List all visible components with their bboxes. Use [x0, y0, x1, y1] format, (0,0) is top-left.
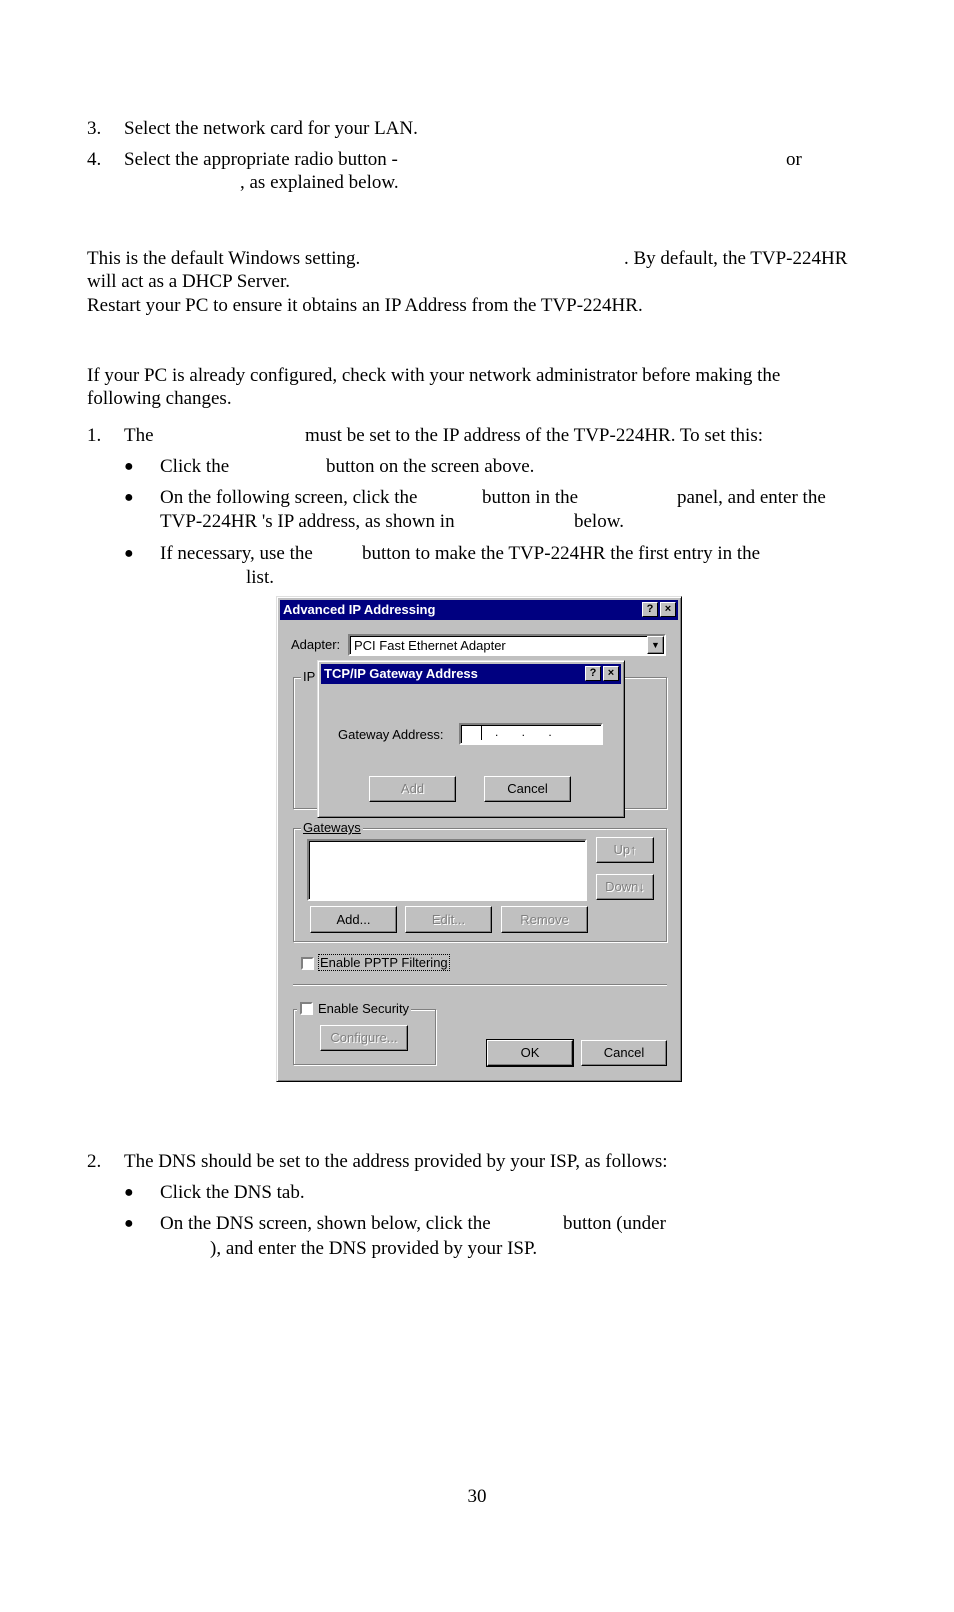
ip-group-label: IP	[303, 669, 316, 684]
text-cursor	[481, 726, 482, 740]
pptp-label[interactable]: Enable PPTP Filtering	[320, 955, 448, 970]
up-button[interactable]: Up↑	[596, 837, 654, 863]
step-3-text: Select the network card for your LAN.	[124, 118, 418, 139]
down-button[interactable]: Down↓	[596, 874, 654, 900]
subdialog-cancel-button[interactable]: Cancel	[484, 776, 571, 802]
step-1-bullet-1-b: button on the screen above.	[326, 456, 535, 477]
gateways-label: Gateways	[303, 820, 361, 835]
bullet-dot: ●	[124, 489, 134, 506]
ok-button[interactable]: OK	[487, 1040, 573, 1066]
step-2-bullet-2-b: button (under	[563, 1213, 666, 1234]
security-checkbox[interactable]	[300, 1002, 313, 1015]
gateway-add-button[interactable]: Add...	[310, 906, 397, 933]
step-1-bullet-2-c: panel, and enter the	[677, 487, 826, 508]
step-1-bullet-1-a: Click the	[160, 456, 230, 477]
step-2-text: The DNS should be set to the address provided by your ISP, as follows:	[124, 1151, 668, 1172]
step-4-number: 4.	[87, 149, 102, 170]
step-1-bullet-2-d: TVP-224HR 's IP address, as shown in	[160, 511, 455, 532]
default-para-line2: will act as a DHCP Server.	[87, 271, 290, 292]
step-1-bullet-3-b: button to make the TVP-224HR the first entry in the	[362, 543, 761, 564]
step-2-bullet-1: Click the DNS tab.	[160, 1182, 305, 1203]
subdialog-titlebar	[321, 664, 621, 684]
gateway-remove-button[interactable]: Remove	[501, 906, 588, 933]
bullet-dot: ●	[124, 458, 134, 475]
step-1-number: 1.	[87, 425, 102, 446]
bullet-dot: ●	[124, 1184, 134, 1201]
step-4-continuation: , as explained below.	[240, 172, 399, 193]
close-icon[interactable]: ×	[603, 666, 619, 681]
step-2-bullet-2-c: ), and enter the DNS provided by your ISP.	[210, 1238, 538, 1259]
default-para-line1-a: This is the default Windows setting.	[87, 248, 361, 269]
help-icon[interactable]: ?	[642, 602, 658, 617]
step-1-text-b: must be set to the IP address of the TVP-224HR. To set this:	[305, 425, 763, 446]
step-1-bullet-3-c: list.	[246, 567, 274, 588]
gateway-address-label: Gateway Address:	[338, 727, 444, 742]
pptp-checkbox[interactable]	[301, 957, 314, 970]
security-group-header	[297, 1002, 411, 1016]
advanced-ip-dialog	[276, 596, 682, 1082]
cancel-button[interactable]: Cancel	[581, 1040, 667, 1066]
page-number: 30	[467, 1486, 487, 1507]
step-2-bullet-2-a: On the DNS screen, shown below, click the	[160, 1213, 491, 1234]
step-1-bullet-2-b: button in the	[482, 487, 579, 508]
step-4-text: Select the appropriate radio button -	[124, 149, 398, 170]
default-para-line3: Restart your PC to ensure it obtains an IP Address from the TVP-224HR.	[87, 295, 643, 316]
adapter-label: Adapter:	[291, 637, 341, 652]
chevron-down-icon[interactable]: ▼	[647, 636, 664, 654]
step-4-or: or	[786, 149, 802, 170]
gateway-address-dialog	[317, 660, 625, 818]
subdialog-add-button[interactable]: Add	[369, 776, 456, 802]
configure-button[interactable]: Configure...	[320, 1025, 408, 1051]
step-1-bullet-3-a: If necessary, use the	[160, 543, 313, 564]
step-2-number: 2.	[87, 1151, 102, 1172]
configured-para-line1: If your PC is already configured, check with your network administrator before making the	[87, 365, 781, 386]
step-3-number: 3.	[87, 118, 102, 139]
help-icon[interactable]: ?	[585, 666, 601, 681]
dialog-title: Advanced IP Addressing	[283, 602, 436, 617]
step-1-bullet-2-a: On the following screen, click the	[160, 487, 418, 508]
subdialog-title: TCP/IP Gateway Address	[324, 666, 478, 681]
adapter-select[interactable]	[348, 634, 666, 656]
default-para-line1-b: . By default, the TVP-224HR	[624, 248, 848, 269]
adapter-value: PCI Fast Ethernet Adapter	[354, 638, 506, 653]
bullet-dot: ●	[124, 1215, 134, 1232]
step-1-text-a: The	[124, 425, 154, 446]
gateway-address-input[interactable]	[459, 723, 603, 745]
separator	[293, 984, 667, 986]
configured-para-line2: following changes.	[87, 388, 232, 409]
step-1-bullet-2-e: below.	[574, 511, 624, 532]
dialog-titlebar	[280, 600, 678, 620]
gateway-address-value: . . .	[495, 725, 552, 739]
close-icon[interactable]: ×	[660, 602, 676, 617]
gateway-edit-button[interactable]: Edit...	[405, 906, 492, 933]
gateways-list[interactable]	[307, 839, 587, 901]
bullet-dot: ●	[124, 545, 134, 562]
security-label[interactable]: Enable Security	[318, 1001, 410, 1016]
